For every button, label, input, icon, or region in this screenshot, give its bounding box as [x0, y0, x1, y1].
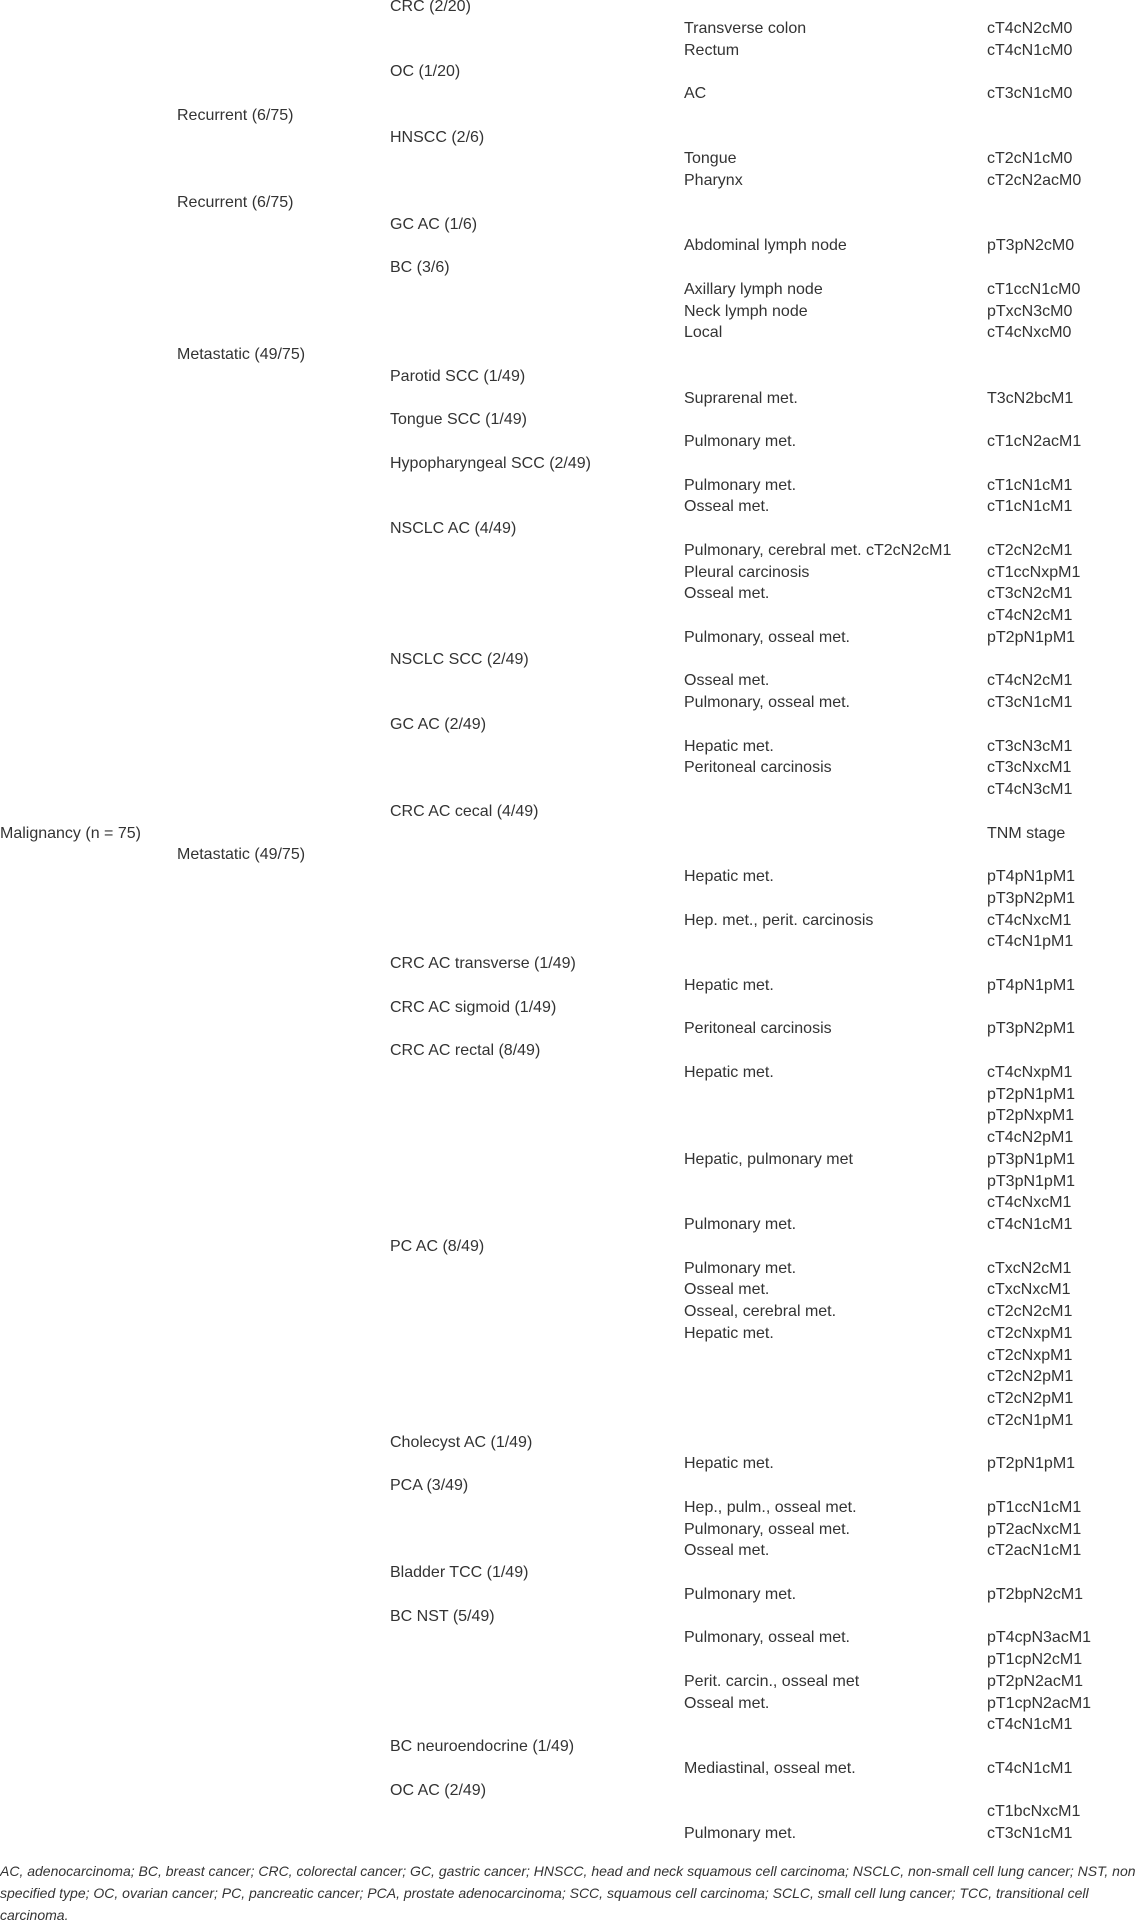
tnm-stage-cell: cT4cNxpM1 [987, 1063, 1073, 1081]
location-cell: Pulmonary met. [684, 1216, 797, 1233]
tnm-stage-cell: cT4cN1cM1 [987, 1216, 1073, 1233]
tnm-stage-cell: pT1cpN2acM1 [987, 1694, 1092, 1712]
location-cell: Osseal met. [684, 1542, 770, 1560]
location-cell: Osseal, cerebral met. [684, 1303, 837, 1320]
location-cell: Hepatic met. [684, 1324, 774, 1342]
subgroup-cell: Metastatic (49/75) [177, 346, 306, 363]
location-cell: Hepatic met. [684, 1455, 774, 1473]
tnm-stage-cell: pT1cpN2cM1 [987, 1651, 1083, 1668]
diagnosis-cell: CRC AC sigmoid (1/49) [390, 998, 557, 1016]
tnm-stage-cell: cT3cN1cM1 [987, 1825, 1073, 1842]
tnm-stage-cell: cT4cNxcM0 [987, 324, 1072, 342]
location-cell: Pharynx [684, 172, 743, 189]
tnm-stage-cell: TNM stage [987, 824, 1066, 842]
location-cell: Perit. carcin., osseal met [684, 1672, 860, 1690]
diagnosis-cell: NSCLC AC (4/49) [390, 520, 517, 537]
diagnosis-cell: PC AC (8/49) [390, 1237, 485, 1255]
diagnosis-cell: CRC AC cecal (4/49) [390, 802, 539, 820]
location-cell: Pulmonary, osseal met. [684, 628, 850, 646]
tnm-stage-cell: cT4cN1cM1 [987, 1716, 1073, 1734]
tnm-stage-cell: pT2pN1pM1 [987, 628, 1076, 646]
tnm-stage-cell: cT2cN2cM1 [987, 1303, 1073, 1320]
location-cell: Hepatic met. [684, 868, 774, 885]
location-cell: Rectum [684, 41, 740, 59]
location-cell: Osseal met. [684, 1694, 770, 1712]
tnm-stage-cell: cT3cN3cM1 [987, 737, 1073, 755]
diagnosis-cell: BC NST (5/49) [390, 1607, 495, 1625]
tnm-stage-cell: cT2cN2pM1 [987, 1368, 1074, 1386]
subgroup-cell: Recurrent (6/75) [177, 193, 294, 211]
tnm-stage-cell: cT2cN2pM1 [987, 1390, 1074, 1407]
tnm-stage-cell: cT2cN2cM1 [987, 541, 1073, 559]
tnm-stage-cell: cT4cN2cM0 [987, 19, 1073, 37]
location-cell: Pulmonary met. [684, 433, 797, 450]
tnm-stage-cell: pT3pN2cM0 [987, 237, 1075, 255]
location-cell: Osseal met. [684, 498, 770, 516]
diagnosis-cell: BC neuroendocrine (1/49) [390, 1738, 575, 1755]
tnm-stage-cell: cT4cNxcM1 [987, 911, 1072, 929]
location-cell: Hepatic met. [684, 1063, 774, 1081]
category-cell: Malignancy (n = 75) [0, 824, 141, 842]
location-cell: Pulmonary, osseal met. [684, 694, 850, 711]
diagnosis-cell: Bladder TCC (1/49) [390, 1564, 529, 1581]
tnm-stage-cell: cT1cN1cM1 [987, 476, 1073, 494]
tnm-stage-cell: pT3pN2pM1 [987, 889, 1076, 907]
tnm-stage-cell: pT1ccN1cM1 [987, 1498, 1082, 1516]
location-cell: Osseal met. [684, 1281, 770, 1299]
tnm-stage-cell: pT3pN1pM1 [987, 1172, 1076, 1190]
tnm-stage-cell: cT3cN1cM1 [987, 694, 1073, 711]
tnm-stage-cell: pT4cpN3acM1 [987, 1629, 1092, 1647]
location-cell: Local [684, 324, 723, 342]
location-cell: Peritoneal carcinosis [684, 759, 832, 777]
diagnosis-cell: GC AC (2/49) [390, 715, 487, 733]
location-cell: Pulmonary met. [684, 1585, 797, 1603]
diagnosis-cell: OC (1/20) [390, 63, 461, 81]
tnm-stage-cell: pT2acNxcM1 [987, 1520, 1082, 1538]
diagnosis-cell: Parotid SCC (1/49) [390, 367, 526, 385]
location-cell: Pulmonary met. [684, 1825, 797, 1842]
tnm-stage-cell: cT1cN2acM1 [987, 433, 1082, 450]
tnm-stage-cell: pT2pN1pM1 [987, 1085, 1076, 1103]
tnm-stage-cell: pT2pN1pM1 [987, 1455, 1076, 1473]
location-cell: Tongue [684, 150, 737, 168]
location-cell: Hepatic, pulmonary met [684, 1150, 853, 1168]
location-cell: Pulmonary, cerebral met. cT2cN2cM1 [684, 541, 952, 559]
tnm-stage-cell: cT4cN3cM1 [987, 781, 1073, 798]
diagnosis-cell: HNSCC (2/6) [390, 128, 485, 146]
tnm-stage-cell: cT4cNxcM1 [987, 1194, 1072, 1212]
location-cell: Hep. met., perit. carcinosis [684, 911, 874, 929]
tnm-stage-cell: cT2acN1cM1 [987, 1542, 1082, 1560]
location-cell: Hep., pulm., osseal met. [684, 1498, 857, 1516]
location-cell: Axillary lymph node [684, 280, 823, 298]
location-cell: Osseal met. [684, 585, 770, 603]
tnm-stage-cell: cT4cN2cM1 [987, 672, 1073, 690]
tnm-stage-cell: pT2pN2acM1 [987, 1672, 1084, 1690]
diagnosis-cell: CRC AC rectal (8/49) [390, 1042, 541, 1059]
tnm-stage-cell: cT1ccN1cM0 [987, 280, 1081, 298]
diagnosis-cell: OC AC (2/49) [390, 1781, 487, 1799]
tnm-stage-cell: pT4pN1pM1 [987, 976, 1076, 994]
location-cell: Pulmonary, osseal met. [684, 1629, 850, 1647]
tnm-stage-cell: cTxcNxcM1 [987, 1281, 1071, 1299]
location-cell: Pleural carcinosis [684, 563, 810, 581]
tnm-stage-cell: pT3pN1pM1 [987, 1150, 1076, 1168]
tnm-stage-cell: cTxcN2cM1 [987, 1259, 1072, 1277]
table-footnote: AC, adenocarcinoma; BC, breast cancer; CRC, colorectal cancer; GC, gastric cancer; HNSCC, head and neck squamous cell carcinoma; NSCLC, non-small cell lung cancer; NST, non specified type; OC, ovarian cancer; PC, pancreatic cancer; PCA, prostate adenocarcinoma; SCC, squamous cell carcinoma; SCLC, small cell lung cancer; TCC, transitional cell carcinoma. [0, 1863, 1136, 1923]
tnm-stage-cell: cT2cN1pM1 [987, 1411, 1074, 1429]
location-cell: Pulmonary met. [684, 476, 797, 494]
location-cell: Abdominal lymph node [684, 237, 847, 255]
tnm-stage-cell: pT4pN1pM1 [987, 868, 1076, 885]
location-cell: Hepatic met. [684, 737, 774, 755]
tnm-stage-cell: cT4cN2pM1 [987, 1129, 1074, 1146]
diagnosis-cell: Hypopharyngeal SCC (2/49) [390, 454, 591, 472]
tnm-stage-cell: cT1ccNxpM1 [987, 563, 1081, 581]
tnm-stage-cell: cT4cN2cM1 [987, 607, 1073, 624]
diagnosis-cell: PCA (3/49) [390, 1477, 469, 1494]
tnm-stage-cell: cT2cN1cM0 [987, 150, 1073, 168]
diagnosis-cell: BC (3/6) [390, 259, 450, 276]
diagnosis-cell: NSCLC SCC (2/49) [390, 650, 529, 668]
tnm-stage-cell: cT2cNxpM1 [987, 1346, 1073, 1364]
location-cell: Neck lymph node [684, 302, 808, 320]
tnm-stage-cell: cT4cN1cM0 [987, 41, 1073, 59]
diagnosis-cell: CRC AC transverse (1/49) [390, 955, 576, 972]
tnm-stage-cell: cT4cN1cM1 [987, 1759, 1073, 1777]
location-cell: AC [684, 85, 707, 102]
location-cell: Pulmonary, osseal met. [684, 1520, 850, 1538]
location-cell: Osseal met. [684, 672, 770, 690]
location-cell: Mediastinal, osseal met. [684, 1759, 856, 1777]
diagnosis-cell: GC AC (1/6) [390, 215, 478, 233]
diagnosis-cell: Cholecyst AC (1/49) [390, 1433, 533, 1451]
subgroup-cell: Recurrent (6/75) [177, 106, 294, 124]
tnm-stage-cell: T3cN2bcM1 [987, 389, 1074, 407]
tnm-stage-cell: pT2bpN2cM1 [987, 1585, 1084, 1603]
tnm-stage-cell: cT4cN1pM1 [987, 933, 1074, 951]
tnm-stage-cell: cT2cNxpM1 [987, 1324, 1073, 1342]
diagnosis-cell: CRC (2/20) [390, 0, 471, 15]
diagnosis-cell: Tongue SCC (1/49) [390, 411, 527, 429]
location-cell: Suprarenal met. [684, 389, 798, 407]
tnm-stage-cell: cT3cN1cM0 [987, 85, 1073, 102]
tnm-stage-cell: cT1bcNxcM1 [987, 1803, 1081, 1821]
tnm-stage-cell: cT3cN2cM1 [987, 585, 1073, 603]
tnm-stage-cell: pT3pN2pM1 [987, 1020, 1076, 1038]
location-cell: Hepatic met. [684, 976, 774, 994]
tnm-stage-cell: cT1cN1cM1 [987, 498, 1073, 516]
tnm-stage-cell: pT2pNxpM1 [987, 1107, 1075, 1125]
location-cell: Transverse colon [684, 19, 807, 37]
tnm-stage-cell: cT2cN2acM0 [987, 172, 1082, 189]
location-cell: Pulmonary met. [684, 1259, 797, 1277]
tnm-stage-cell: cT3cNxcM1 [987, 759, 1072, 777]
tnm-stage-cell: pTxcN3cM0 [987, 302, 1073, 320]
subgroup-cell: Metastatic (49/75) [177, 846, 306, 864]
location-cell: Peritoneal carcinosis [684, 1020, 832, 1038]
